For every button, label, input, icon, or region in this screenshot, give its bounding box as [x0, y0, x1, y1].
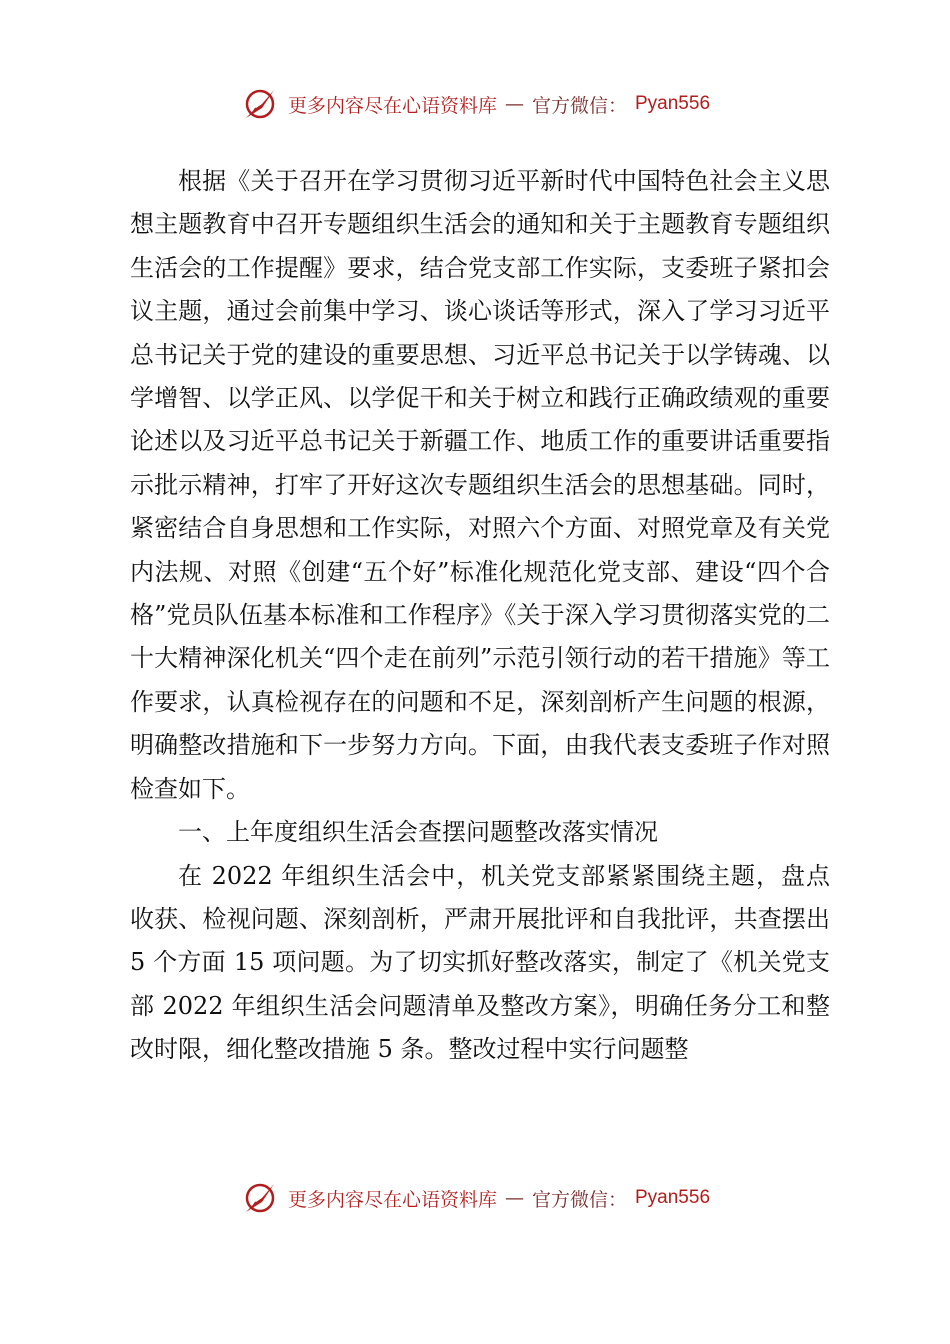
- watermark-brand-text: 更多内容尽在心语资料库: [287, 1188, 497, 1211]
- watermark-brand-text: 更多内容尽在心语资料库: [287, 94, 497, 117]
- watermark-wechat-id: Pyan556: [635, 93, 711, 114]
- quill-pen-logo-icon: [240, 84, 280, 124]
- watermark-banner-top: [0, 82, 950, 126]
- quill-pen-logo-icon: [240, 1178, 280, 1218]
- watermark-separator: —: [504, 1187, 524, 1209]
- watermark-wechat-id: Pyan556: [635, 1187, 711, 1208]
- paragraph-1: 根据《关于召开在学习贯彻习近平新时代中国特色社会主义思想主题教育中召开专题组织生活会的通知和关于主题教育专题组织生活会的工作提醒》要求，结合党支部工作实际，支委班子紧扣会议主题，通过会前集中学习、谈心谈话等形式，深入了学习习近平总书记关于党的建设的重要思想、习近平总书记关于以学铸魂、以学增智、以学正风、以学促干和关于树立和践行正确政绩观的重要论述以及习近平总书记关于新疆工作、地质工作的重要讲话重要指示批示精神，打牢了开好这次专题组织生活会的思想基础。同时，紧密结合自身思想和工作实际，对照六个方面、对照党章及有关党内法规、对照《创建“五个好”标准化规范化党支部、建设“四个合格”党员队伍基本标准和工作程序》《关于深入学习贯彻落实党的二十大精神深化机关“四个走在前列”示范引领行动的若干措施》等工作要求，认真检视存在的问题和不足，深刻剖析产生问题的根源，明确整改措施和下一步努力方向。下面，由我代表支委班子作对照检查如下。: [130, 167, 830, 803]
- watermark-banner-bottom: [0, 1176, 950, 1220]
- watermark-wechat-label: 官方微信：: [531, 94, 627, 117]
- paragraph-2: 在 2022 年组织生活会中，机关党支部紧紧围绕主题，盘点收获、检视问题、深刻剖析，严肃开展批评和自我批评，共查摆出 5 个方面 15 项问题。为了切实抓好整改落实，制定了《机关党支部 2022 年组织生活会问题清单及整改方案》，明确任务分工和整改时限，细化整改措施 5 条。整改过程中实行问题整: [130, 861, 830, 1064]
- section-heading: 一、上年度组织生活会查摆问题整改落实情况: [178, 818, 658, 847]
- document-body: [130, 160, 830, 1072]
- watermark-separator: —: [504, 93, 524, 115]
- watermark-wechat-label: 官方微信：: [531, 1188, 627, 1211]
